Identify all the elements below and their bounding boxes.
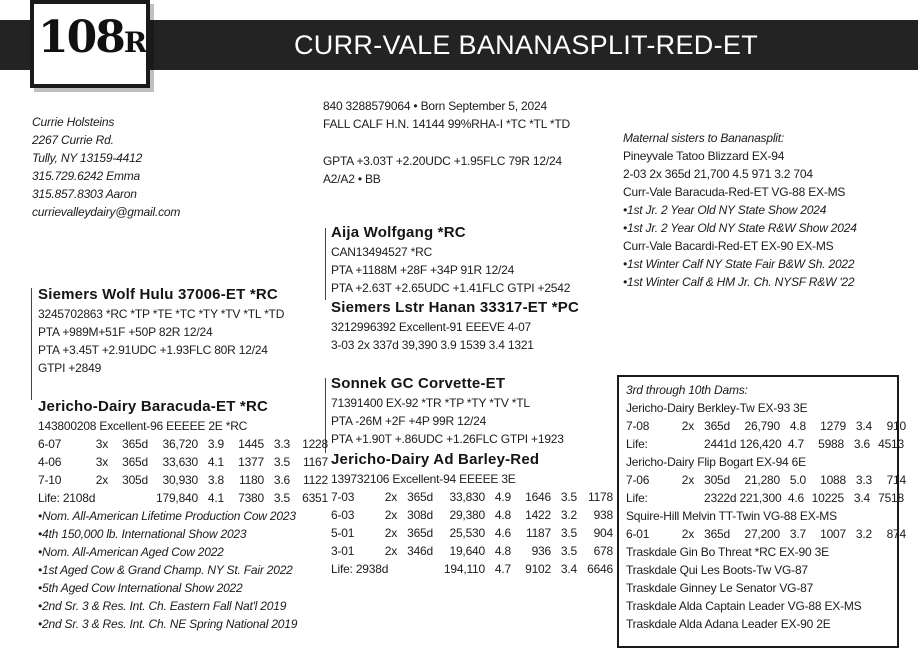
dam-ancestor: Traskdale Alda Adana Leader EX-90 2E <box>626 617 831 631</box>
rec-fat-pct: 4.8 <box>494 544 511 558</box>
life-protein: 7518 <box>878 491 904 505</box>
rec-fat: 1088 <box>820 473 846 487</box>
animal-class-line: FALL CALF H.N. 14144 99%RHA-I *TC *TL *TD <box>323 117 570 131</box>
rec-protein-pct: 3.3 <box>273 437 290 451</box>
rec-protein: 678 <box>593 544 613 558</box>
sire-detail: PTA +3.45T +2.91UDC +1.93FLC 80R 12/24 <box>38 343 268 357</box>
rec-days: 365d <box>122 455 148 469</box>
animal-id-line: 840 3288579064 • Born September 5, 2024 <box>323 99 547 113</box>
rec-fat-pct: 3.7 <box>789 527 806 541</box>
rec-days: 305d <box>122 473 148 487</box>
dam-sire-detail: 71391400 EX-92 *TR *TP *TY *TV *TL <box>331 396 530 410</box>
rec-age: 7-03 <box>331 490 355 504</box>
rec-fat: 1180 <box>238 473 264 487</box>
rec-days: 305d <box>704 473 730 487</box>
dam-record-row <box>38 471 328 489</box>
rec-fat: 1279 <box>820 419 846 433</box>
life-protein: 4513 <box>878 437 904 451</box>
rec-fat-pct: 5.0 <box>789 473 806 487</box>
rec-protein-pct: 3.5 <box>560 544 577 558</box>
rec-protein: 874 <box>886 527 906 541</box>
rec-protein: 1167 <box>302 455 328 469</box>
rec-fat-pct: 4.8 <box>494 508 511 522</box>
rec-milkings: 2x <box>95 473 108 487</box>
sister-honor: •1st Jr. 2 Year Old NY State Show 2024 <box>623 203 827 217</box>
rec-protein: 938 <box>593 508 613 522</box>
rec-age: 7-08 <box>626 419 650 433</box>
rec-protein: 714 <box>886 473 906 487</box>
dam-dam-record-row <box>331 506 613 524</box>
dam-4-lifetime-row <box>626 489 904 507</box>
rec-age: 6-07 <box>38 437 62 451</box>
life-protein-pct: 3.6 <box>853 437 870 451</box>
dam-name: Jericho-Dairy Baracuda-ET *RC <box>38 398 269 415</box>
life-days-milk: 2322d 221,300 <box>704 491 782 505</box>
sire-dam-detail: 3-03 2x 337d 39,390 3.9 1539 3.4 1321 <box>331 338 534 352</box>
rec-milkings: 2x <box>384 526 397 540</box>
genomic-block <box>323 152 562 188</box>
dams-box-heading: 3rd through 10th Dams: <box>626 383 748 397</box>
sister-line: Curr-Vale Baracuda-Red-ET VG-88 EX-MS <box>623 185 846 199</box>
life-milk: 179,840 <box>156 491 198 505</box>
rec-fat-pct: 3.8 <box>207 473 224 487</box>
dam-sire-block <box>331 374 564 448</box>
rec-milk: 36,720 <box>162 437 198 451</box>
pedigree-bracket-line <box>31 288 32 400</box>
rec-milkings: 2x <box>681 473 694 487</box>
sire-sire-detail: PTA +2.63T +2.65UDC +1.41FLC GTPI +2542 <box>331 281 571 295</box>
life-protein: 6351 <box>302 491 328 505</box>
life-protein-pct: 3.5 <box>273 491 290 505</box>
dam-record-row <box>38 435 328 453</box>
rec-milk: 26,790 <box>744 419 780 433</box>
rec-age: 5-01 <box>331 526 355 540</box>
dam-lifetime-row <box>38 489 328 507</box>
rec-protein-pct: 3.5 <box>560 490 577 504</box>
dam-3-name: Jericho-Dairy Berkley-Tw EX-93 3E <box>626 401 808 415</box>
consignor-city: Tully, NY 13159-4412 <box>32 151 143 165</box>
dam-honor: •2nd Sr. 3 & Res. Int. Ch. NE Spring National 2019 <box>38 617 298 631</box>
dam-dam-name: Jericho-Dairy Ad Barley-Red <box>331 451 540 468</box>
sire-dam-block <box>331 298 579 354</box>
rec-fat-pct: 4.9 <box>494 490 511 504</box>
sire-sire-name: Aija Wolfgang *RC <box>331 224 466 241</box>
life-fat: 10225 <box>811 491 844 505</box>
rec-milk: 33,830 <box>449 490 485 504</box>
rec-fat: 1187 <box>525 526 551 540</box>
dam-record-row <box>38 453 328 471</box>
rec-protein: 1178 <box>587 490 613 504</box>
consignor-phone: 315.857.8303 Aaron <box>32 187 137 201</box>
dam-honor: •2nd Sr. 3 & Res. Int. Ch. Eastern Fall Nat'l 2019 <box>38 599 287 613</box>
lot-number <box>38 12 145 63</box>
rec-fat-pct: 4.1 <box>207 455 224 469</box>
rec-fat: 1445 <box>238 437 264 451</box>
rec-milk: 30,930 <box>162 473 198 487</box>
dam-dam-lifetime-row <box>331 560 613 578</box>
consignor-phone: 315.729.6242 Emma <box>32 169 141 183</box>
life-protein-pct: 3.4 <box>853 491 870 505</box>
dam-dam-registration: 139732106 Excellent-94 EEEEE 3E <box>331 472 516 486</box>
dam-block <box>38 397 328 633</box>
rec-protein-pct: 3.5 <box>560 526 577 540</box>
sire-detail: 3245702863 *RC *TP *TE *TC *TY *TV *TL *TD <box>38 307 285 321</box>
sire-block <box>38 285 284 377</box>
dam-dam-record-row <box>331 488 613 506</box>
rec-milk: 27,200 <box>744 527 780 541</box>
rec-protein: 1122 <box>302 473 328 487</box>
dam-3-record-row <box>626 417 906 435</box>
dam-sire-name: Sonnek GC Corvette-ET <box>331 375 506 392</box>
rec-milk: 19,640 <box>449 544 485 558</box>
rec-fat-pct: 4.6 <box>494 526 511 540</box>
sister-line: Pineyvale Tatoo Blizzard EX-94 <box>623 149 785 163</box>
rec-fat: 936 <box>531 544 551 558</box>
animal-info-block <box>323 97 570 133</box>
dam-5-name: Squire-Hill Melvin TT-Twin VG-88 EX-MS <box>626 509 837 523</box>
dam-dam-record-row <box>331 542 613 560</box>
consignor-street: 2267 Currie Rd. <box>32 133 114 147</box>
rec-fat: 1422 <box>525 508 551 522</box>
rec-milk: 25,530 <box>449 526 485 540</box>
dam-4-name: Jericho-Dairy Flip Bogart EX-94 6E <box>626 455 806 469</box>
rec-fat-pct: 4.8 <box>789 419 806 433</box>
life-days: Life: 2938d <box>331 562 389 576</box>
life-fat-pct: 4.1 <box>207 491 224 505</box>
gpta-line: GPTA +3.03T +2.20UDC +1.95FLC 79R 12/24 <box>323 154 562 168</box>
lot-number-value: 108 <box>38 12 124 63</box>
animal-title: CURR-VALE BANANASPLIT-RED-ET <box>294 30 758 60</box>
life-fat: 9102 <box>525 562 551 576</box>
rec-days: 308d <box>407 508 433 522</box>
sister-line: Curr-Vale Bacardi-Red-ET EX-90 EX-MS <box>623 239 834 253</box>
dam-ancestor: Traskdale Alda Captain Leader VG-88 EX-MS <box>626 599 862 613</box>
life-milk: 194,110 <box>443 562 485 576</box>
dam-sire-detail: PTA +1.90T +.86UDC +1.26FLC GTPI +1923 <box>331 432 564 446</box>
dam-honor: •4th 150,000 lb. International Show 2023 <box>38 527 247 541</box>
maternal-sisters-heading: Maternal sisters to Bananasplit: <box>623 131 785 145</box>
dam-ancestor: Traskdale Qui Les Boots-Tw VG-87 <box>626 563 808 577</box>
rec-milkings: 2x <box>681 419 694 433</box>
rec-milk: 21,280 <box>744 473 780 487</box>
rec-days: 365d <box>704 527 730 541</box>
sire-name: Siemers Wolf Hulu 37006-ET *RC <box>38 286 278 303</box>
life-fat: 5988 <box>818 437 844 451</box>
dam-dam-record-row <box>331 524 613 542</box>
rec-milkings: 2x <box>384 508 397 522</box>
rec-days: 365d <box>122 437 148 451</box>
rec-age: 3-01 <box>331 544 355 558</box>
life-fat-pct: 4.7 <box>787 437 804 451</box>
maternal-sisters-block <box>623 129 857 291</box>
sire-detail: GTPI +2849 <box>38 361 102 375</box>
dam-4-record-row <box>626 471 906 489</box>
rec-protein: 904 <box>593 526 613 540</box>
rec-age: 6-03 <box>331 508 355 522</box>
sister-honor: •1st Winter Calf & HM Jr. Ch. NYSF R&W '22 <box>623 275 855 289</box>
dam-5-record-row <box>626 525 906 543</box>
life-fat-pct: 4.7 <box>494 562 511 576</box>
sister-honor: •1st Winter Calf NY State Fair B&W Sh. 2022 <box>623 257 855 271</box>
rec-protein-pct: 3.5 <box>273 455 290 469</box>
rec-protein-pct: 3.4 <box>855 419 872 433</box>
rec-milkings: 2x <box>384 544 397 558</box>
rec-protein-pct: 3.2 <box>560 508 577 522</box>
rec-milkings: 3x <box>95 455 108 469</box>
lot-suffix: R <box>123 26 146 59</box>
consignor-email: currievalleydairy@gmail.com <box>32 205 181 219</box>
sire-dam-name: Siemers Lstr Hanan 33317-ET *PC <box>331 299 579 316</box>
dam-dam-block <box>331 450 613 578</box>
life-label: Life: <box>626 491 648 505</box>
sire-sire-detail: CAN13494527 *RC <box>331 245 433 259</box>
rec-milkings: 2x <box>384 490 397 504</box>
rec-days: 365d <box>407 490 433 504</box>
rec-age: 6-01 <box>626 527 650 541</box>
dam-honor: •Nom. All-American Aged Cow 2022 <box>38 545 224 559</box>
rec-milkings: 3x <box>95 437 108 451</box>
dam-honor: •Nom. All-American Lifetime Production Cow 2023 <box>38 509 296 523</box>
rec-fat-pct: 3.9 <box>207 437 224 451</box>
life-days-milk: 2441d 126,420 <box>704 437 782 451</box>
life-days: Life: 2108d <box>38 491 96 505</box>
rec-protein: 1228 <box>302 437 328 451</box>
life-fat: 7380 <box>238 491 264 505</box>
rec-protein: 910 <box>886 419 906 433</box>
rec-age: 7-10 <box>38 473 62 487</box>
sire-sire-detail: PTA +1188M +28F +34P 91R 12/24 <box>331 263 515 277</box>
sire-sire-block <box>331 223 570 297</box>
dam-honor: •1st Aged Cow & Grand Champ. NY St. Fair 2022 <box>38 563 293 577</box>
rec-protein-pct: 3.3 <box>855 473 872 487</box>
consignor-farm: Currie Holsteins <box>32 115 115 129</box>
rec-fat: 1007 <box>820 527 846 541</box>
rec-age: 4-06 <box>38 455 62 469</box>
consignor-block <box>32 113 180 221</box>
life-label: Life: <box>626 437 648 451</box>
rec-fat: 1377 <box>238 455 264 469</box>
life-protein-pct: 3.4 <box>560 562 577 576</box>
sire-detail: PTA +989M+51F +50P 82R 12/24 <box>38 325 213 339</box>
life-fat-pct: 4.6 <box>787 491 804 505</box>
dam-registration: 143800208 Excellent-96 EEEEE 2E *RC <box>38 419 248 433</box>
sire-dam-detail: 3212996392 Excellent-91 EEEVE 4-07 <box>331 320 532 334</box>
dam-honor: •5th Aged Cow International Show 2022 <box>38 581 243 595</box>
rec-days: 346d <box>407 544 433 558</box>
sister-honor: •1st Jr. 2 Year Old NY State R&W Show 2024 <box>623 221 857 235</box>
rec-protein-pct: 3.6 <box>273 473 290 487</box>
sister-line: 2-03 2x 365d 21,700 4.5 971 3.2 704 <box>623 167 813 181</box>
rec-milk: 29,380 <box>449 508 485 522</box>
dam-ancestor: Traskdale Gin Bo Threat *RC EX-90 3E <box>626 545 829 559</box>
dam-3-lifetime-row <box>626 435 904 453</box>
dam-sire-detail: PTA -26M +2F +4P 99R 12/24 <box>331 414 487 428</box>
rec-days: 365d <box>407 526 433 540</box>
rec-fat: 1646 <box>525 490 551 504</box>
rec-age: 7-06 <box>626 473 650 487</box>
rec-protein-pct: 3.2 <box>855 527 872 541</box>
rec-milkings: 2x <box>681 527 694 541</box>
rec-milk: 33,630 <box>162 455 198 469</box>
rec-days: 365d <box>704 419 730 433</box>
dams-box <box>617 375 906 648</box>
pedigree-bracket-line <box>325 228 326 300</box>
gene-line: A2/A2 • BB <box>323 172 381 186</box>
life-protein: 6646 <box>587 562 613 576</box>
dam-ancestor: Traskdale Ginney Le Senator VG-87 <box>626 581 814 595</box>
